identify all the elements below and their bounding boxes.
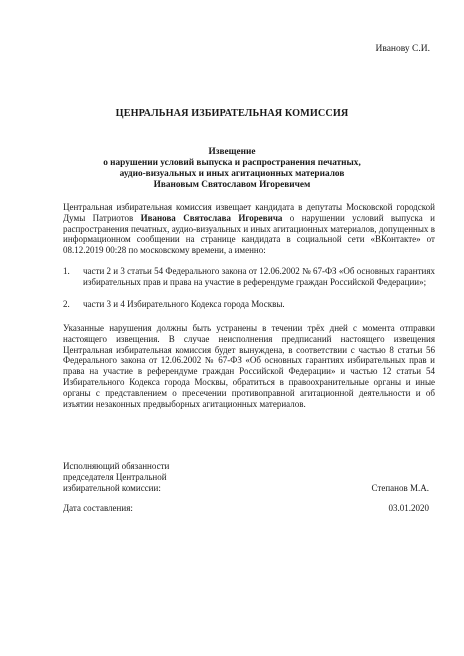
intro-text-start: Центральная избирательная комиссия извещает кандидата в депутаты Московской городской Думы Патриотов — [63, 202, 435, 223]
intro-paragraph — [63, 202, 435, 256]
list-item-text: части 2 и 3 статьи 54 Федерального закона от 12.06.2002 № 67-ФЗ «Об основных гарантиях избирательных прав и права на участие в референдуме граждан Российской Федерации»; — [83, 266, 435, 287]
notice-heading — [60, 147, 404, 191]
list-item-text: части 3 и 4 Избирательного Кодекса города Москвы. — [83, 298, 285, 309]
signatory-position-line: председателя Центральной — [63, 471, 167, 482]
addressee: Иванову С.И. — [375, 44, 430, 54]
date-label: Дата составления: — [63, 503, 133, 513]
candidate-name: Иванова Святослава Игоревича — [140, 212, 283, 223]
intro-text-end: о нарушении условий выпуска и распространения печатных, аудио-визуальных и иных агитационных материалов, допущенных в информационном сообщении на странице кандидата в социальной сети «ВКонтакте» от 08.12.2019 00:28 по московскому времени, а именно: — [63, 212, 435, 256]
notice-subject-line: о нарушении условий выпуска и распространения печатных, — [103, 158, 361, 168]
violations-list — [63, 266, 435, 320]
signatory-position-line: Исполняющий обязанности — [63, 461, 170, 471]
notice-subject-line: аудио-визуальных и иных агитационных материалов — [119, 169, 345, 179]
organization-title: ЦЕНРАЛЬНАЯ ИЗБИРАТЕЛЬНАЯ КОМИССИЯ — [115, 108, 349, 119]
signatory-position-line: избирательной комиссии: — [63, 482, 161, 493]
list-item — [63, 299, 435, 310]
list-item-number: 1. — [63, 266, 70, 276]
demand-paragraph: Указанные нарушения должны быть устранены в течении трёх дней с момента отправки настоящего извещения. В случае неисполнения предписаний настоящего извещения Центральная избирательная комиссия будет вынуждена, в соответствии с частью 8 статьи 56 Федерального закона от 12.06.2002 № 67-ФЗ «Об основных гарантиях избирательных прав и права на участие в референдуме граждан Российской Федерации» и частью 12 статьи 54 Избирательного Кодекса города Москвы, обратиться в правоохранительные органы и иные органы с представлением о пресечении противоправной агитационной деятельности и об изъятии незаконных предвыборных агитационных материалов. — [63, 323, 435, 409]
signatory-name: Степанов М.А. — [371, 483, 429, 493]
list-item — [63, 266, 435, 288]
date-value: 03.01.2020 — [388, 503, 429, 513]
notice-subject-line: Ивановым Святославом Игоревичем — [153, 180, 311, 190]
notice-title: Извещение — [208, 147, 256, 157]
list-item-number: 2. — [63, 298, 70, 309]
